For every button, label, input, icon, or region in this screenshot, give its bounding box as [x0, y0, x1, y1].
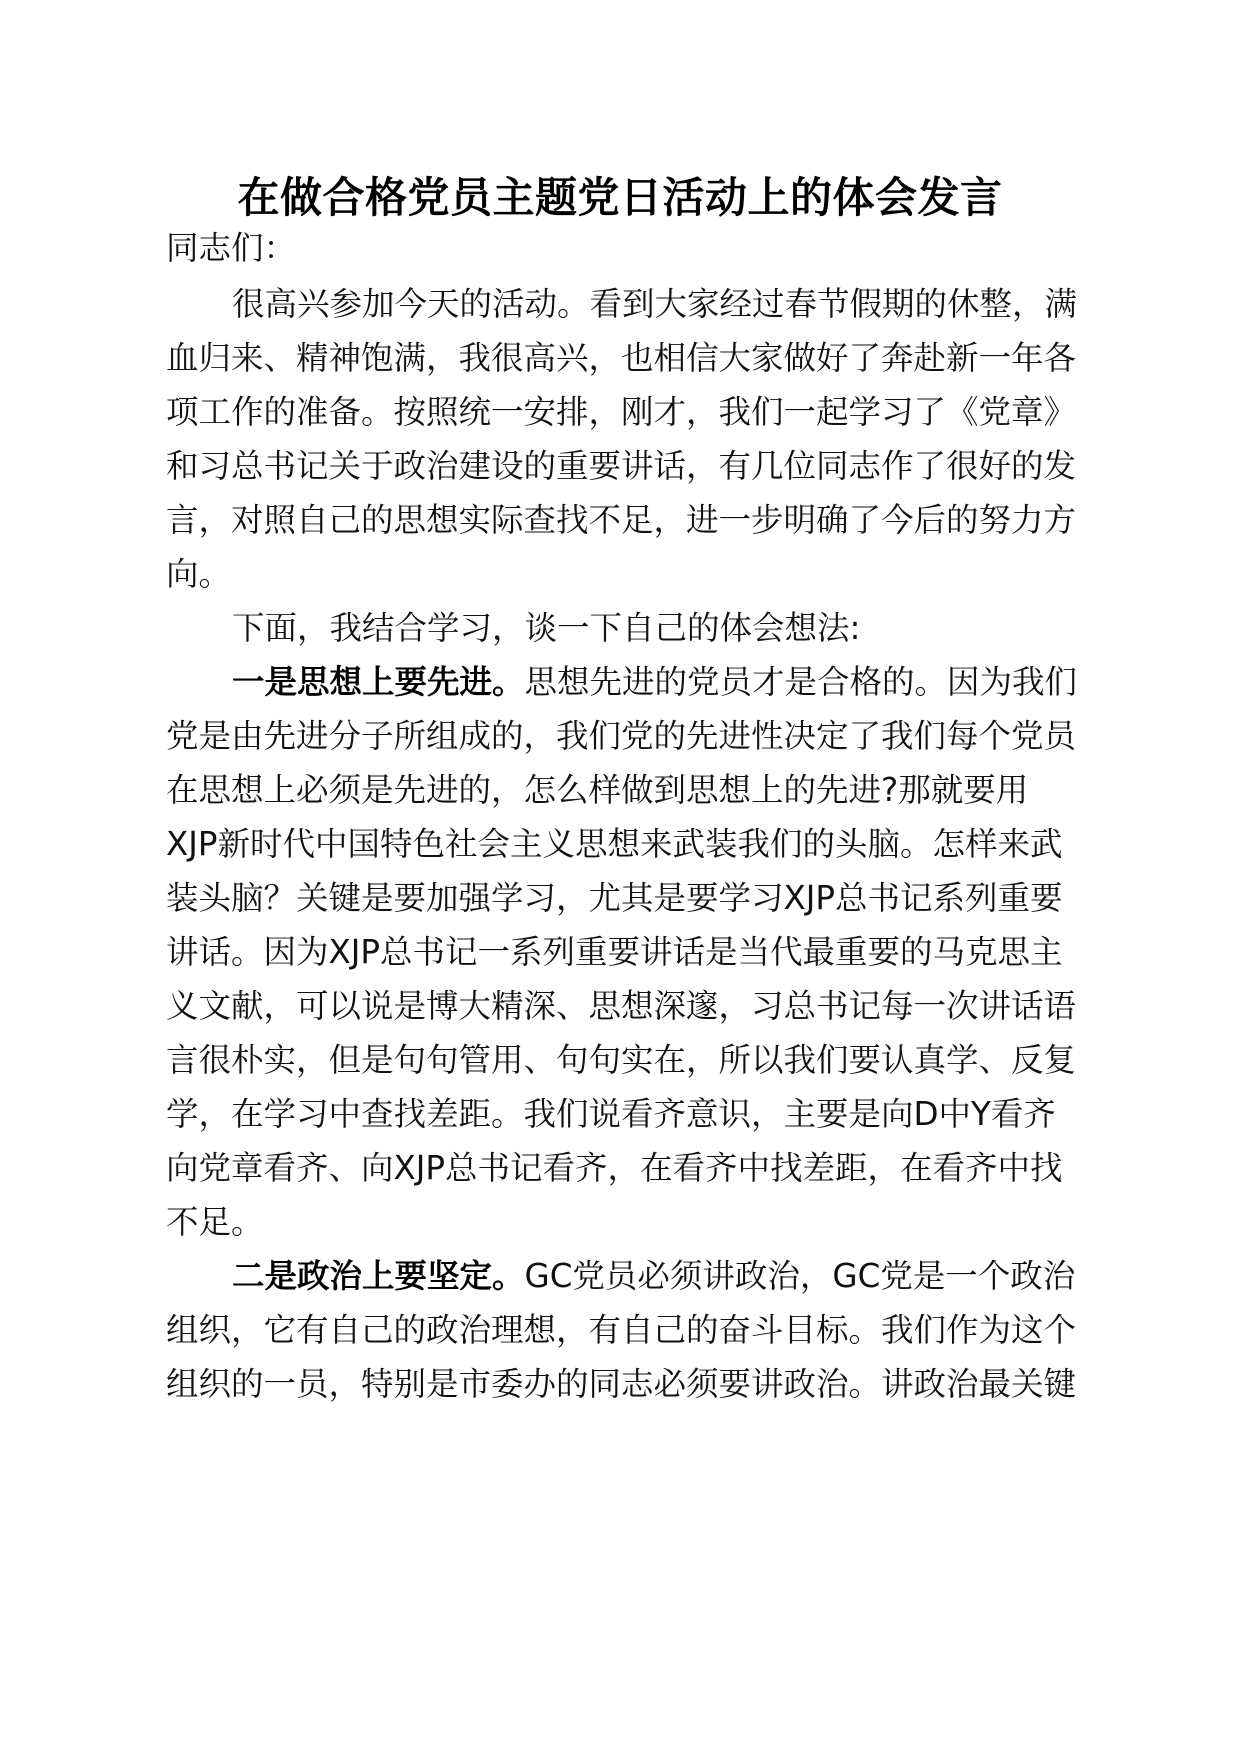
point-1-line: 学，在学习中查找差距。我们说看齐意识，主要是向D中Y看齐: [166, 1095, 1056, 1133]
point-1-line: 装头脑？关键是要加强学习，尤其是要学习XJP总书记系列重要: [166, 879, 1063, 917]
point-1-line: 讲话。因为XJP总书记一系列重要讲话是当代最重要的马克思主: [166, 933, 1063, 971]
point-2-line: 组织，它有自己的政治理想，有自己的奋斗目标。我们作为这个: [166, 1311, 1077, 1349]
paragraph-1-line-3: 项工作的准备。按照统一安排，刚才，我们一起学习了《党章》: [166, 393, 1077, 431]
point-1-line: 在思想上必须是先进的，怎么样做到思想上的先进?那就要用: [166, 771, 1029, 809]
point-1-line: XJP新时代中国特色社会主义思想来武装我们的头脑。怎样来武: [166, 825, 1063, 863]
paragraph-1-line-4: 和习总书记关于政治建设的重要讲话，有几位同志作了很好的发: [166, 447, 1077, 485]
point-2-line: 组织的一员，特别是市委办的同志必须要讲政治。讲政治最关键: [166, 1365, 1077, 1403]
point-1-heading: 一是思想上要先进。: [232, 663, 525, 701]
point-1-line: 义文献，可以说是博大精深、思想深邃，习总书记每一次讲话语: [166, 987, 1077, 1025]
point-1-line: 向党章看齐、向XJP总书记看齐，在看齐中找差距，在看齐中找: [166, 1149, 1063, 1187]
paragraph-1-line-1: 很高兴参加今天的活动。看到大家经过春节假期的休整，满: [232, 285, 1078, 323]
point-2-heading: 二是政治上要坚定。: [232, 1257, 525, 1295]
salutation: 同志们：: [166, 229, 297, 267]
point-1-line: 不足。: [166, 1203, 264, 1241]
document-title: 在做合格党员主题党日活动上的体会发言: [237, 173, 1003, 222]
paragraph-1-line-6: 向。: [166, 555, 232, 593]
point-2-first-line: [232, 1256, 1116, 1296]
point-1-first-line-text: 思想先进的党员才是合格的。因为我们: [524, 663, 1078, 701]
point-1-first-line: [232, 662, 1116, 702]
point-1-line: 言很朴实，但是句句管用、句句实在，所以我们要认真学、反复: [166, 1041, 1077, 1079]
paragraph-1-line-5: 言，对照自己的思想实际查找不足，进一步明确了今后的努力方: [166, 501, 1077, 539]
paragraph-2: 下面，我结合学习，谈一下自己的体会想法:: [232, 609, 861, 647]
paragraph-1-line-2: 血归来、精神饱满，我很高兴，也相信大家做好了奔赴新一年各: [166, 339, 1077, 377]
point-2-first-line-text: GC党员必须讲政治，GC党是一个政治: [524, 1257, 1076, 1295]
point-1-line: 党是由先进分子所组成的，我们党的先进性决定了我们每个党员: [166, 717, 1077, 755]
